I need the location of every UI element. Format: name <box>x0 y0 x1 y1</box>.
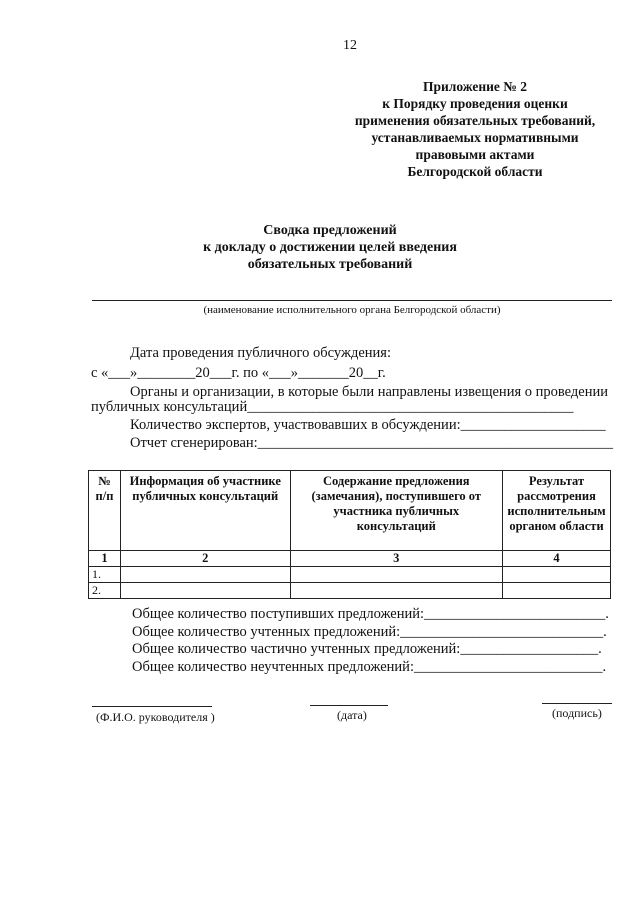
table-cell <box>290 583 502 599</box>
discussion-date-range: с «___»________20___г. по «___»_______20__г. <box>91 365 386 381</box>
table-cell: 1. <box>89 567 121 583</box>
header-number: № п/п <box>89 471 121 551</box>
summary-not-accounted: Общее количество неучтенных предложений:__________________________. <box>132 659 607 675</box>
table-cell: 4 <box>503 551 611 567</box>
table-cell <box>120 583 290 599</box>
table-cell: 2. <box>89 583 121 599</box>
signature-caption: (подпись) <box>552 706 602 720</box>
proposals-table <box>88 470 611 599</box>
title-line: Сводка предложений <box>263 223 397 238</box>
header-proposal-content: Содержание предложения (замечания), поступившего от участника публичных консультаций <box>290 471 502 551</box>
org-name-caption: (наименование исполнительного органа Белгородской области) <box>203 304 501 316</box>
summary-partial: Общее количество частично учтенных предложений:___________________. <box>132 641 602 657</box>
summary-accounted: Общее количество учтенных предложений:____________________________. <box>132 624 607 640</box>
document-title <box>150 222 510 273</box>
table-row <box>89 583 611 599</box>
table-header-row <box>89 471 611 551</box>
table-index-row <box>89 551 611 567</box>
title-line: обязательных требований <box>247 257 413 272</box>
discussion-date-label: Дата проведения публичного обсуждения: <box>130 345 391 361</box>
table-cell <box>503 567 611 583</box>
table-cell <box>503 583 611 599</box>
title-line: к докладу о достижении целей введения <box>203 240 457 255</box>
appendix-line: правовыми актами <box>415 147 535 162</box>
table-cell: 3 <box>290 551 502 567</box>
appendix-line: устанавливаемых нормативными <box>371 130 579 145</box>
table-cell <box>120 567 290 583</box>
appendix-line: Белгородской области <box>407 164 543 179</box>
summary-received: Общее количество поступивших предложений:_________________________. <box>132 606 609 622</box>
table-cell: 2 <box>120 551 290 567</box>
appendix-line: Приложение № 2 <box>423 79 527 94</box>
date-line <box>310 705 388 706</box>
table-cell <box>290 567 502 583</box>
head-name-caption: (Ф.И.О. руководителя ) <box>96 710 215 724</box>
signature-line <box>542 703 612 704</box>
experts-count: Количество экспертов, участвовавших в обсуждении:____________________ <box>130 417 606 433</box>
date-caption: (дата) <box>337 708 367 722</box>
table-cell: 1 <box>89 551 121 567</box>
table-row <box>89 567 611 583</box>
orgs-notified-line2: публичных консультаций_____________________________________________ <box>91 399 574 415</box>
appendix-line: к Порядку проведения оценки <box>382 96 568 111</box>
org-name-line <box>92 300 612 301</box>
orgs-notified-line1: Органы и организации, в которые были направлены извещения о проведении <box>130 384 608 400</box>
appendix-header <box>330 78 620 180</box>
head-name-line <box>92 706 212 707</box>
appendix-line: применения обязательных требований, <box>354 113 596 128</box>
report-generated: Отчет сгенерирован:_________________________________________________ <box>130 435 613 451</box>
header-participant-info: Информация об участнике публичных консультаций <box>120 471 290 551</box>
header-review-result: Результат рассмотрения исполнительным органом области <box>503 471 611 551</box>
page-number: 12 <box>343 38 357 53</box>
